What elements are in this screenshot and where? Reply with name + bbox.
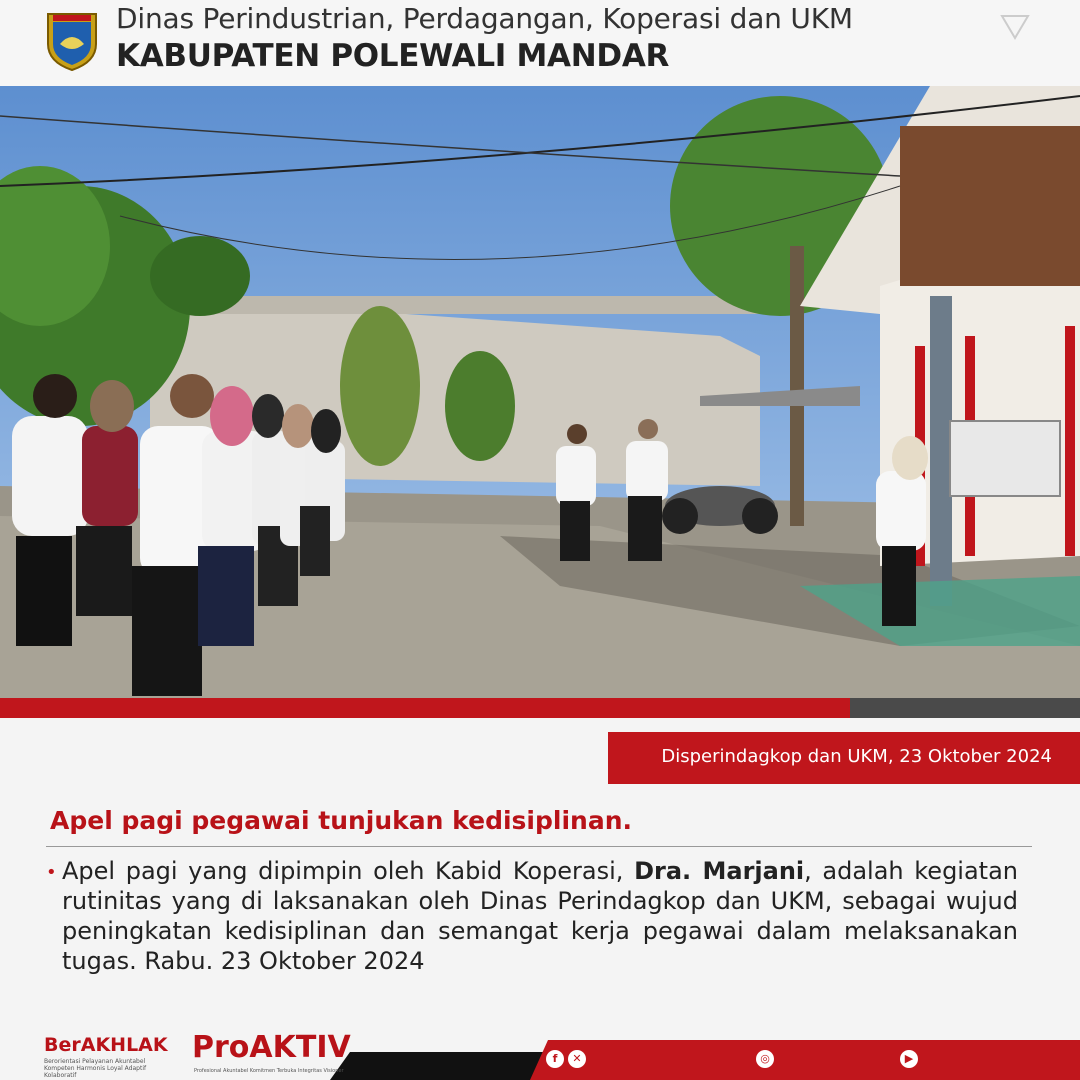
- title-divider: [46, 846, 1032, 847]
- header-agency-name: Dinas Perindustrian, Perdagangan, Koperasi dan UKM: [116, 2, 853, 35]
- article-body-part1: Apel pagi yang dipimpin oleh Kabid Koperasi,: [62, 857, 635, 885]
- header-regency-name: KABUPATEN POLEWALI MANDAR: [116, 38, 670, 74]
- bullet-icon: •: [46, 862, 57, 883]
- accent-bar-red: [0, 698, 850, 718]
- accent-bar-grey: [850, 698, 1080, 718]
- event-photo: [0, 86, 1080, 767]
- berakhlak-tagline: Berorientasi Pelayanan Akuntabel Kompeten Harmonis Loyal Adaptif Kolaboratif: [44, 1058, 147, 1079]
- instagram-icon[interactable]: ◎: [756, 1050, 774, 1068]
- youtube-icon[interactable]: ▶: [900, 1050, 918, 1068]
- proaktiv-tagline: Profesional Akuntabel Komitmen Terbuka Integritas Visioner: [194, 1068, 344, 1074]
- proaktiv-logo: ProAKTIV: [192, 1030, 351, 1065]
- triangle-decoration-icon: [1000, 14, 1030, 40]
- polewali-mandar-logo: [44, 10, 100, 72]
- article-body-name: Dra. Marjani: [634, 857, 805, 885]
- photo-caption-box: [608, 732, 1080, 784]
- x-icon[interactable]: ✕: [568, 1050, 586, 1068]
- article-body-part2: , adalah kegiatan rutinitas yang di laksanakan oleh Dinas Perindagkop dan UKM, sebagai wujud peningkatan kedisiplinan dan semangat kerja pegawai dalam melaksanakan tugas. Rabu. 23 Oktober 2024: [62, 857, 1019, 975]
- facebook-icon[interactable]: f: [546, 1050, 564, 1068]
- berakhlak-logo: BerAKHLAK: [44, 1034, 168, 1056]
- article-body: [62, 856, 1018, 976]
- photo-caption: Disperindagkop dan UKM, 23 Oktober 2024: [661, 746, 1052, 767]
- header: [0, 0, 1080, 86]
- article-title: Apel pagi pegawai tunjukan kedisiplinan.: [50, 806, 632, 835]
- footer-red-band: [530, 1040, 1080, 1080]
